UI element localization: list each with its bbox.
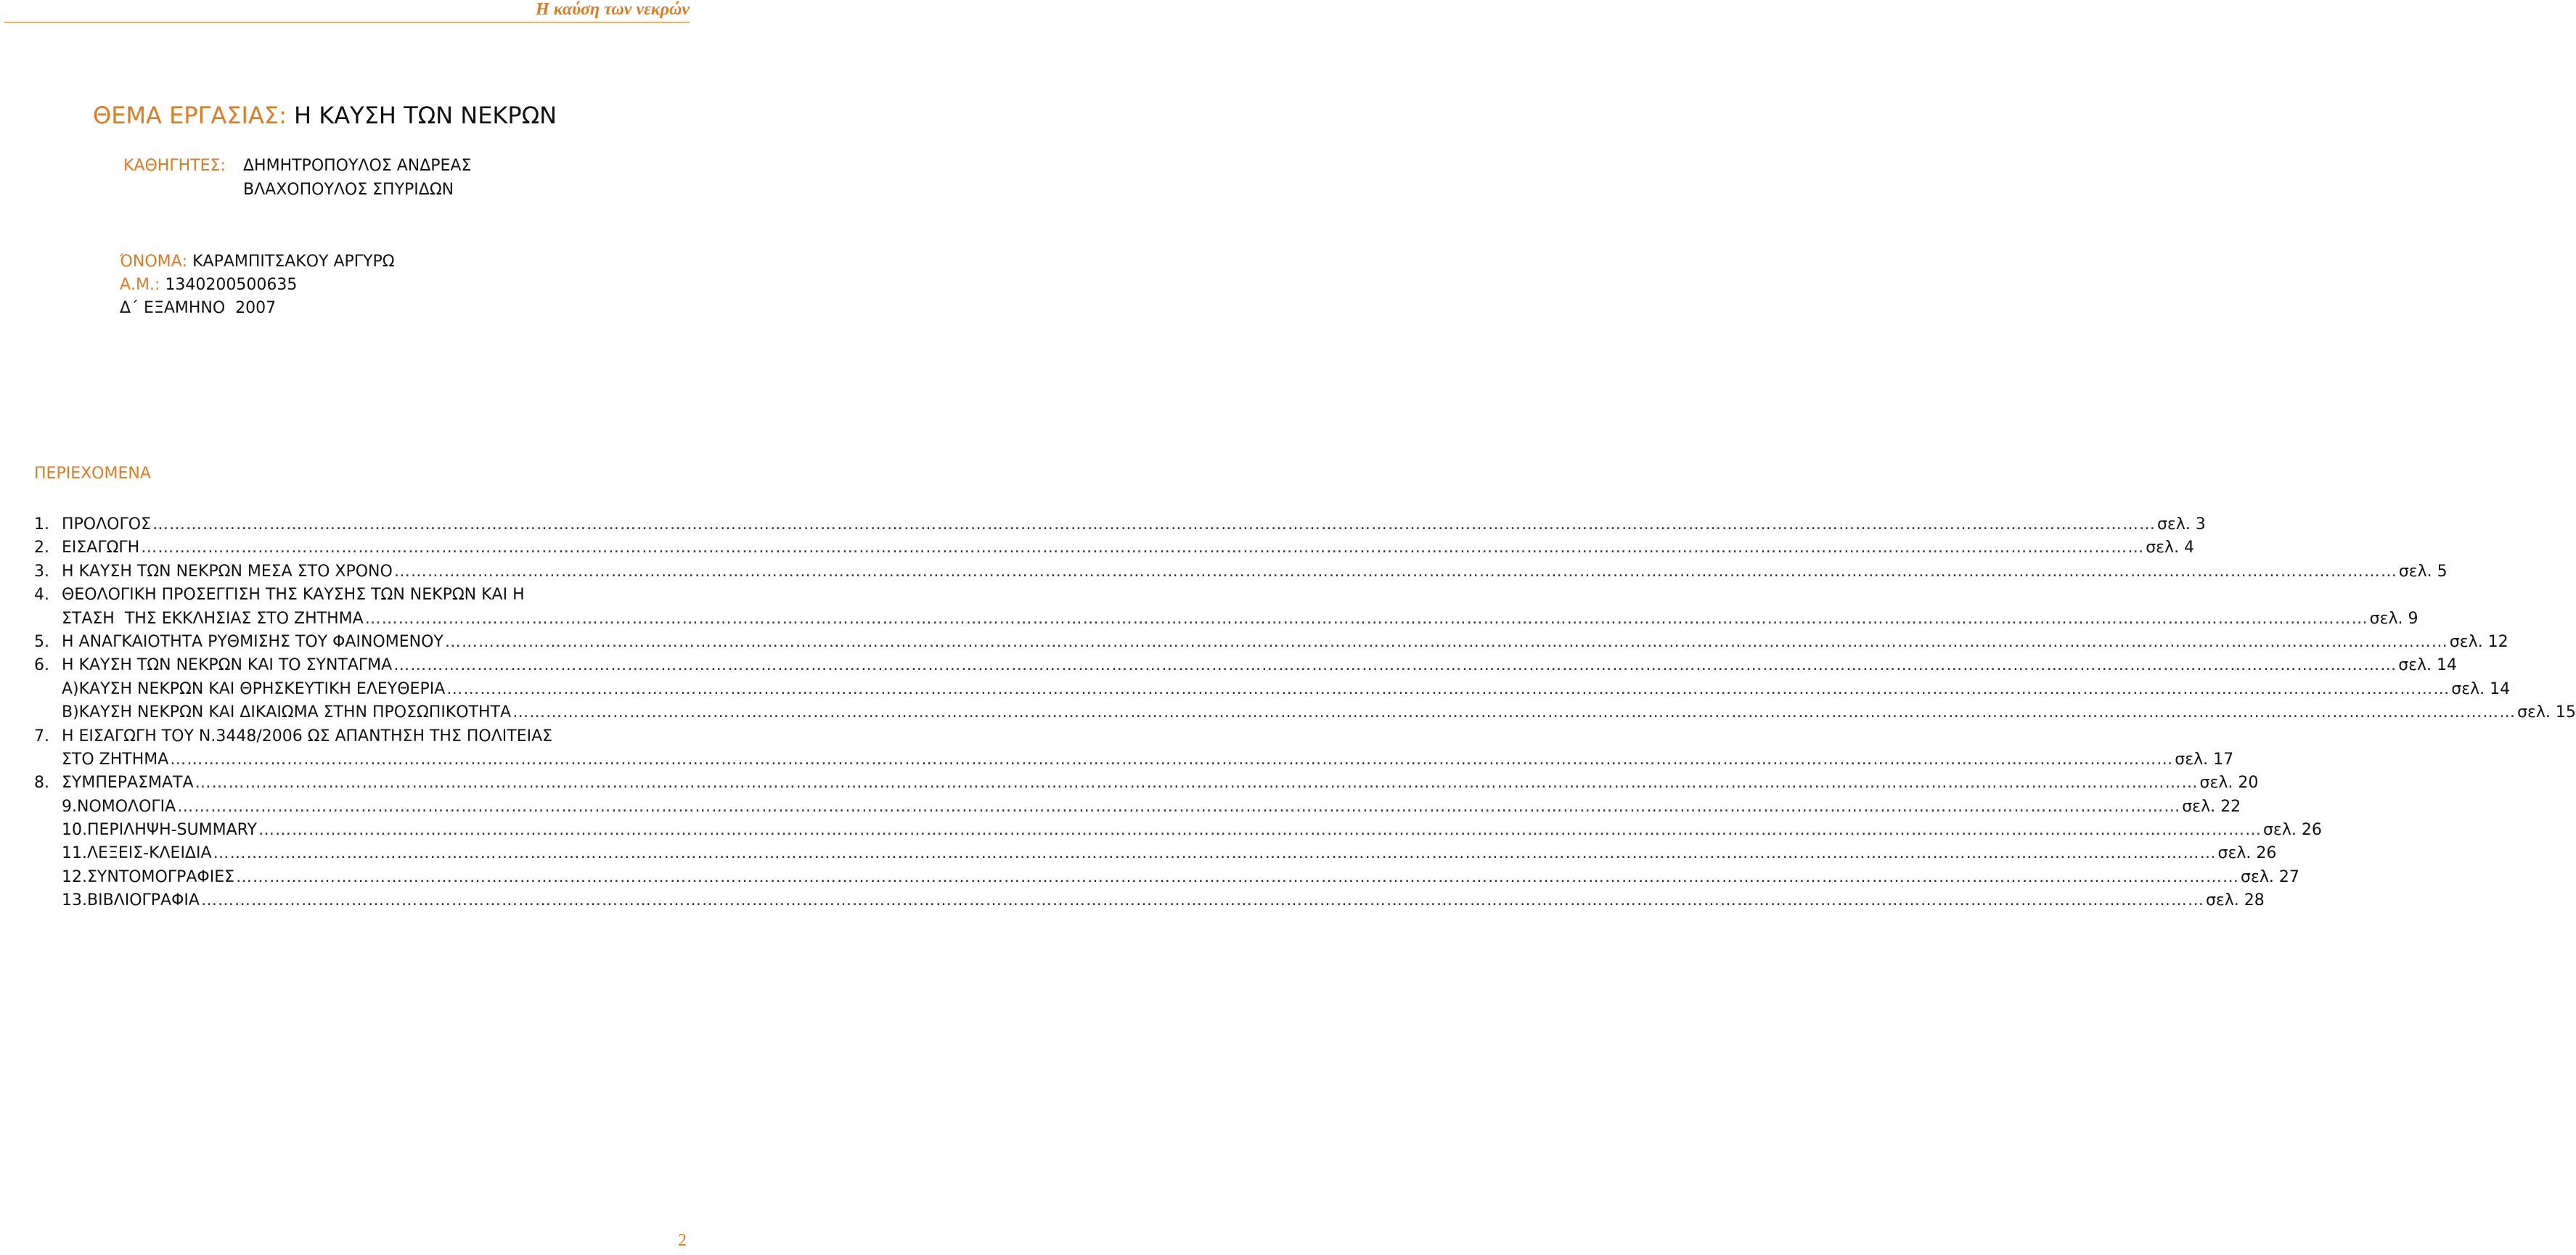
toc-entry-label: 10.ΠΕΡΙΛΗΨΗ-SUMMARY	[62, 821, 257, 840]
toc-leader-dots: ………………………………………………………………………………………………………………………………………………………………………………………………………………………………………………………………………………………………………………………………	[141, 539, 2145, 557]
toc-leader-dots: ………………………………………………………………………………………………………………………………………………………………………………………………………………………………………………………………………………………………………………………………	[364, 609, 2368, 628]
toc-entry-page: σελ. 27	[2241, 867, 2299, 886]
professor-name-2: ΒΛΑΧΟΠΟΥΛΟΣ ΣΠΥΡΙΔΩΝ	[243, 181, 454, 199]
toc-entry	[34, 678, 2511, 701]
student-id-line	[120, 276, 297, 294]
table-of-contents	[34, 513, 2576, 913]
professors-label: ΚΑΘΗΓΗΤΕΣ:	[123, 157, 226, 175]
toc-entry-page: σελ. 14	[2451, 679, 2511, 698]
toc-entry-page: σελ. 28	[2205, 891, 2265, 910]
toc-entry-number: 1.	[34, 515, 49, 534]
toc-entry-number: 8.	[34, 774, 49, 793]
toc-entry-label: 9.ΝΟΜΟΛΟΓΙΑ	[62, 797, 176, 816]
toc-leader-dots: ………………………………………………………………………………………………………………………………………………………………………………………………………………………………………………………………………………………………………………………………	[200, 891, 2204, 910]
toc-entry	[34, 772, 2259, 795]
toc-leader-dots: ………………………………………………………………………………………………………………………………………………………………………………………………………………………………………………………………………………………………………………………………	[195, 774, 2199, 793]
toc-leader-dots: ………………………………………………………………………………………………………………………………………………………………………………………………………………………………………………………………………………………………………………………………	[152, 515, 2156, 534]
toc-entry	[34, 748, 2234, 772]
toc-entry-number: 6.	[34, 656, 49, 675]
student-id: 1340200500635	[165, 276, 298, 294]
toc-entry-number: 4.	[34, 586, 49, 605]
toc-entry-label: ΣΥΜΠΕΡΑΣΜΑΤΑ	[62, 774, 194, 793]
toc-entry	[34, 889, 2265, 912]
toc-entry-page: σελ. 9	[2369, 609, 2418, 628]
toc-entry-page: σελ. 26	[2217, 844, 2277, 863]
toc-entry-label: Η ΚΑΥΣΗ ΤΩΝ ΝΕΚΡΩΝ ΜΕΣΑ ΣΤΟ ΧΡΟΝΟ	[62, 562, 393, 581]
toc-entry-label: Α)ΚΑΥΣΗ ΝΕΚΡΩΝ ΚΑΙ ΘΡΗΣΚΕΥΤΙΚΗ ΕΛΕΥΘΕΡΙΑ	[62, 679, 446, 698]
toc-entry-page: σελ. 22	[2182, 797, 2241, 816]
student-id-label: Α.Μ.:	[120, 276, 160, 294]
toc-entry	[34, 866, 2299, 889]
toc-entry-label: ΣΤΟ ΖΗΤΗΜΑ	[62, 750, 169, 769]
toc-entry	[34, 701, 2576, 724]
toc-entry-label: ΣΤΑΣΗ ΤΗΣ ΕΚΚΛΗΣΙΑΣ ΣΤΟ ΖΗΤΗΜΑ	[62, 609, 364, 628]
toc-entry-page: σελ. 20	[2199, 774, 2259, 793]
thesis-title	[93, 102, 557, 129]
toc-entry	[34, 819, 2322, 842]
toc-entry	[34, 654, 2458, 677]
toc-entry-page: σελ. 4	[2146, 539, 2195, 557]
toc-entry	[34, 513, 2206, 536]
toc-leader-dots: ………………………………………………………………………………………………………………………………………………………………………………………………………………………………………………………………………………………………………………………………	[236, 867, 2240, 886]
toc-entry-page: σελ. 15	[2517, 703, 2576, 722]
toc-entry-page: σελ. 26	[2262, 821, 2322, 840]
student-name: ΚΑΡΑΜΠΙΤΣΑΚΟΥ ΑΡΓΥΡΩ	[192, 253, 395, 271]
toc-leader-dots: ………………………………………………………………………………………………………………………………………………………………………………………………………………………………………………………………………………………………………………………………	[446, 679, 2450, 698]
toc-entry	[34, 560, 2448, 584]
toc-entry-label: 13.ΒΙΒΛΙΟΓΡΑΦΙΑ	[62, 891, 200, 910]
thesis-title-value: Η ΚΑΥΣΗ ΤΩΝ ΝΕΚΡΩΝ	[294, 102, 557, 129]
toc-entry	[34, 631, 2508, 654]
toc-entry-label: ΘΕΟΛΟΓΙΚΗ ΠΡΟΣΕΓΓΙΣΗ ΤΗΣ ΚΑΥΣΗΣ ΤΩΝ ΝΕΚΡΩΝ ΚΑΙ Η	[62, 586, 525, 605]
toc-leader-dots: ………………………………………………………………………………………………………………………………………………………………………………………………………………………………………………………………………………………………………………………………	[512, 703, 2516, 722]
page-number: 2	[678, 1231, 687, 1250]
toc-leader-dots: ………………………………………………………………………………………………………………………………………………………………………………………………………………………………………………………………………………………………………………………………	[258, 821, 2262, 840]
toc-entry-label: ΠΡΟΛΟΓΟΣ	[62, 515, 151, 534]
toc-entry	[34, 725, 695, 748]
toc-entry-page: σελ. 14	[2398, 656, 2458, 675]
toc-entry-label: ΕΙΣΑΓΩΓΗ	[62, 539, 140, 557]
toc-entry-number: 2.	[34, 539, 49, 557]
toc-entry-page: σελ. 12	[2449, 632, 2508, 651]
semester: Δ΄ ΕΞΑΜΗΝΟ 2007	[120, 299, 277, 317]
toc-leader-dots: ………………………………………………………………………………………………………………………………………………………………………………………………………………………………………………………………………………………………………………………………	[444, 632, 2448, 651]
toc-leader-dots: ………………………………………………………………………………………………………………………………………………………………………………………………………………………………………………………………………………………………………………………………	[393, 656, 2397, 675]
thesis-title-label: ΘΕΜΑ ΕΡΓΑΣΙΑΣ:	[93, 102, 287, 129]
toc-leader-dots: ………………………………………………………………………………………………………………………………………………………………………………………………………………………………………………………………………………………………………………………………	[393, 562, 2397, 581]
running-header: Η καύση των νεκρών	[536, 0, 690, 19]
toc-entry	[34, 842, 2277, 865]
toc-entry-label: 11.ΛΕΞΕΙΣ-ΚΛΕΙΔΙΑ	[62, 844, 212, 863]
toc-entry-label: Η ΑΝΑΓΚΑΙΟΤΗΤΑ ΡΥΘΜΙΣΗΣ ΤΟΥ ΦΑΙΝΟΜΕΝΟΥ	[62, 632, 443, 651]
toc-entry-page: σελ. 3	[2156, 515, 2206, 534]
toc-entry	[34, 536, 2195, 560]
toc-entry-number: 5.	[34, 632, 49, 651]
toc-leader-dots: ………………………………………………………………………………………………………………………………………………………………………………………………………………………………………………………………………………………………………………………………	[213, 844, 2217, 863]
student-name-line	[120, 253, 395, 271]
toc-entry-number: 7.	[34, 727, 49, 745]
header-divider	[4, 22, 690, 23]
professor-name-1: ΔΗΜΗΤΡΟΠΟΥΛΟΣ ΑΝΔΡΕΑΣ	[243, 157, 472, 175]
toc-entry-page: σελ. 5	[2398, 562, 2448, 581]
toc-title: ΠΕΡΙΕΧΟΜΕΝΑ	[34, 465, 151, 483]
student-name-label: ΌΝΟΜΑ:	[120, 253, 188, 271]
toc-entry	[34, 584, 695, 607]
toc-entry-label: Η ΚΑΥΣΗ ΤΩΝ ΝΕΚΡΩΝ ΚΑΙ ΤΟ ΣΥΝΤΑΓΜΑ	[62, 656, 393, 675]
toc-entry	[34, 608, 2418, 631]
toc-entry-number: 3.	[34, 562, 49, 581]
toc-entry-page: σελ. 17	[2175, 750, 2234, 769]
toc-entry-label: Β)ΚΑΥΣΗ ΝΕΚΡΩΝ ΚΑΙ ΔΙΚΑΙΩΜΑ ΣΤΗΝ ΠΡΟΣΩΠΙΚΟΤΗΤΑ	[62, 703, 512, 722]
toc-entry-label: Η ΕΙΣΑΓΩΓΗ ΤΟΥ Ν.3448/2006 ΩΣ ΑΠΑΝΤΗΣΗ ΤΗΣ ΠΟΛΙΤΕΙΑΣ	[62, 727, 553, 745]
toc-leader-dots: ………………………………………………………………………………………………………………………………………………………………………………………………………………………………………………………………………………………………………………………………	[170, 750, 2174, 769]
toc-entry-label: 12.ΣΥΝΤΟΜΟΓΡΑΦΙΕΣ	[62, 867, 235, 886]
toc-entry	[34, 796, 2241, 819]
toc-leader-dots: ………………………………………………………………………………………………………………………………………………………………………………………………………………………………………………………………………………………………………………………………	[177, 797, 2181, 816]
